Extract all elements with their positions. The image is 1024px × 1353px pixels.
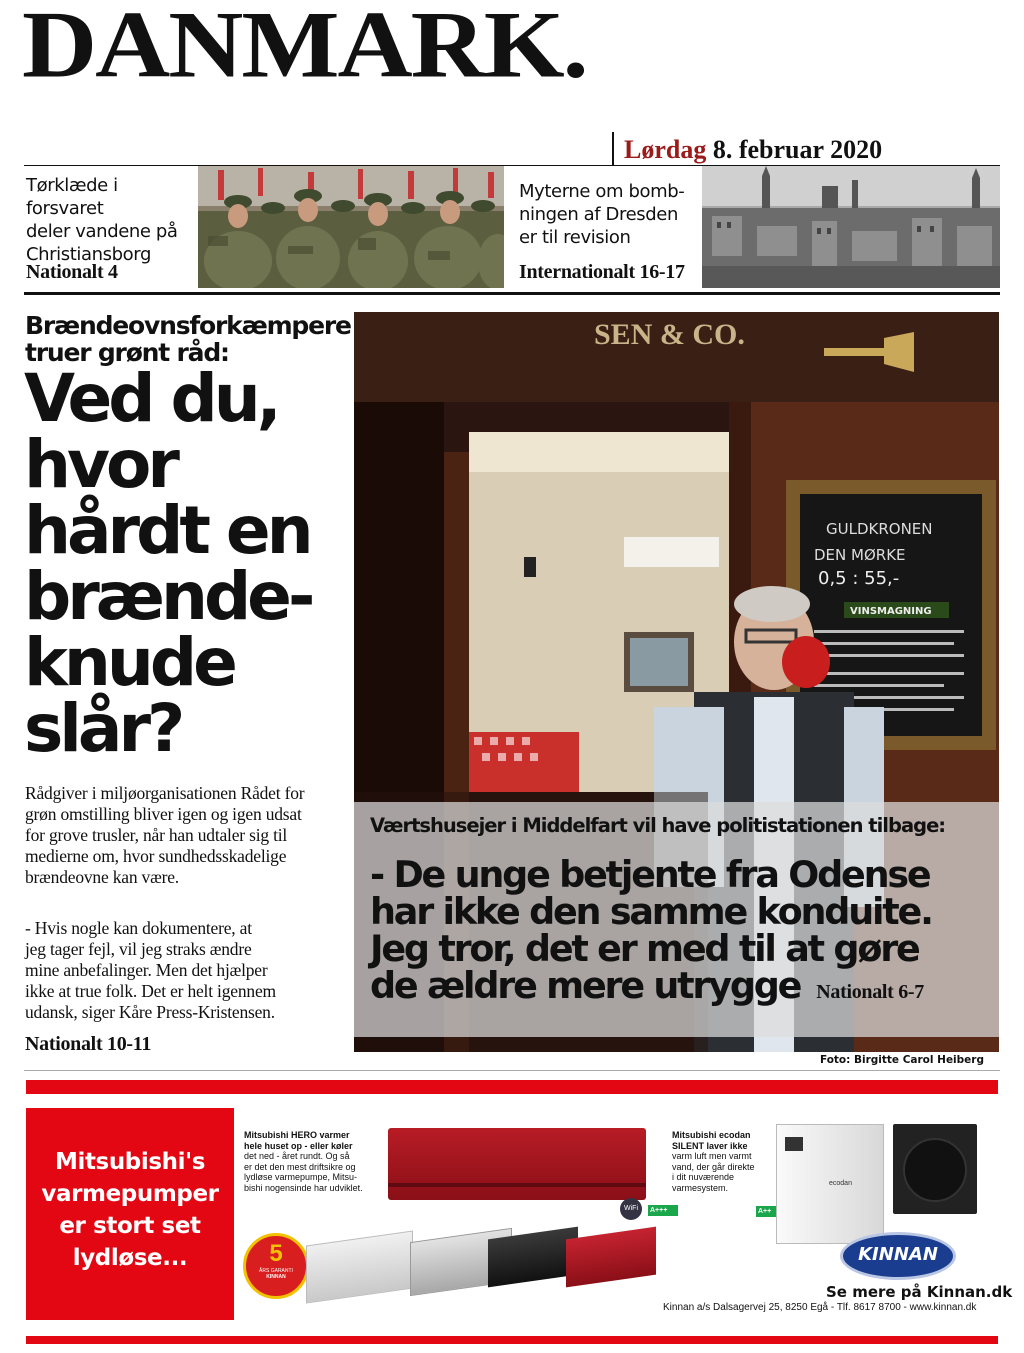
fan-icon (903, 1138, 967, 1202)
ad-tagline-line: er stort set (59, 1213, 201, 1239)
wall-sign-text: SEN & CO. (594, 318, 745, 351)
teaser-dresden-ref[interactable]: Internationalt 16-17 (519, 261, 685, 283)
ad-hero-line: hele huset op - eller køler (244, 1140, 353, 1151)
body-line: for grove trusler, når han udtaler sig til (25, 825, 288, 845)
wifi-icon: WiFi (620, 1198, 642, 1220)
warranty-badge (243, 1233, 309, 1299)
energy-label-hero: A+++ (648, 1205, 678, 1216)
ad-separator (24, 1070, 1000, 1071)
quote-line: har ikke den samme konduite. (370, 890, 932, 933)
main-body-intro (25, 783, 345, 888)
ecodan-indoor-unit (776, 1124, 884, 1244)
photo-story-quote[interactable] (370, 853, 970, 1011)
warranty-text: ÅRS GARANTI (259, 1268, 293, 1274)
body-line: - Hvis nogle kan dokumentere, at (25, 918, 252, 938)
body-line: medierne om, hvor sundhedsskadelige (25, 846, 287, 866)
main-kicker-line: Brændeovnsforkæmpere (25, 311, 351, 340)
body-line: mine anbefalinger. Men det hjælper (25, 960, 268, 980)
headline-line: hårdt en (24, 492, 310, 569)
ad-ecodan-line: vand, der går direkte (672, 1161, 755, 1172)
issue-weekday: Lørdag (624, 135, 707, 164)
hero-red-unit (388, 1128, 646, 1200)
teaser-forsvaret-line: Tørklæde i forsvaret (26, 175, 118, 219)
warranty-years: 5 (269, 1240, 283, 1267)
ad-hero-line: Mitsubishi HERO varmer (244, 1130, 350, 1140)
ad-hero-line: bishi nogensinde har udviklet. (244, 1182, 363, 1193)
board-sub: VINSMAGNING (850, 606, 932, 617)
teaser-dresden[interactable] (519, 180, 699, 249)
ad-ecodan-line: Mitsubishi ecodan (672, 1130, 751, 1140)
headline-line: knude (24, 624, 234, 701)
ad-tagline-line: Mitsubishi's (54, 1149, 206, 1175)
ad-hero-line: lydløse varmepumpe, Mitsu- (244, 1172, 358, 1182)
ad-url[interactable]: Se mere på Kinnan.dk (826, 1283, 1013, 1301)
teaser-forsvaret[interactable] (26, 174, 196, 266)
ad-tagline (26, 1146, 234, 1274)
ad-ecodan-text (672, 1130, 772, 1193)
teaser-forsvaret-line: Christiansborg (26, 244, 151, 265)
ad-tagline-line: lydløse... (72, 1245, 188, 1271)
teaser-dresden-line: ningen af Dresden (519, 204, 678, 225)
ad-ecodan-line: SILENT laver ikke (672, 1140, 748, 1151)
headline-line: brænde- (24, 558, 312, 635)
main-body-quote (25, 918, 345, 1023)
kinnan-logo[interactable]: KINNAN (840, 1232, 956, 1280)
photo-credit: Foto: Birgitte Carol Heiberg (819, 1054, 984, 1066)
photo-story-kicker: Værtshusejer i Middelfart vil have politistationen tilbage: (370, 814, 946, 837)
ad-ecodan-line: varm luft men varmt (672, 1151, 752, 1161)
board-title: GULDKRONEN (826, 520, 933, 538)
issue-date (612, 132, 882, 166)
main-kicker (25, 311, 351, 367)
body-line: Rådgiver i miljøorganisationen Rådet for (25, 783, 305, 803)
teaser-dresden-line: er til revision (519, 227, 631, 248)
ad-address: Kinnan a/s Dalsagervej 25, 8250 Egå - Tlf. 8617 8700 - www.kinnan.dk (663, 1302, 977, 1313)
body-line: ikke at true folk. Det er helt igennem (25, 981, 276, 1001)
masthead-title: DANMARK. (22, 0, 587, 98)
warranty-brand: KINNAN (266, 1274, 286, 1280)
issue-date-text: 8. februar 2020 (712, 135, 883, 164)
headline-line: hvor (24, 426, 176, 503)
dresden-ruins-photo (702, 166, 1000, 288)
board-price: 0,5 : 55,- (818, 568, 900, 589)
teaser-dresden-line: Myterne om bomb- (519, 181, 685, 202)
quote-line (370, 964, 970, 1011)
energy-label-ecodan: A++ (756, 1206, 784, 1217)
quote-last-line: de ældre mere utrygge (370, 964, 801, 1007)
quote-line: - De unge betjente fra Odense (370, 853, 930, 896)
ad-hero-text (244, 1130, 394, 1193)
main-story-ref[interactable]: Nationalt 10-11 (25, 1033, 152, 1055)
body-line: brændeovne kan være. (25, 867, 179, 887)
ad-hero-line: er det den mest driftsikre og (244, 1161, 356, 1172)
unit-red (566, 1227, 656, 1288)
teaser-forsvaret-line: deler vandene på (26, 221, 178, 242)
body-line: grøn omstilling bliver igen og igen udsat (25, 804, 302, 824)
quote-line: Jeg tror, det er med til at gøre (370, 927, 919, 970)
body-line: udansk, siger Kåre Press-Kristensen. (25, 1002, 275, 1022)
headline-line: Ved du, (24, 360, 278, 437)
main-kicker-line: truer grønt råd: (25, 338, 229, 367)
ecodan-outdoor-unit (893, 1124, 977, 1214)
ad-tagline-line: varmepumper (41, 1181, 219, 1207)
ecodan-brand: ecodan (829, 1180, 852, 1187)
headline-line: slår? (24, 690, 182, 767)
photo-story-ref[interactable]: Nationalt 6-7 (816, 981, 924, 1003)
unit-white (306, 1230, 413, 1303)
ad-ecodan-line: varmesystem. (672, 1182, 729, 1193)
body-line: jeg tager fejl, vil jeg straks ændre (25, 939, 252, 959)
main-headline[interactable] (24, 360, 344, 767)
soldiers-photo (198, 166, 504, 288)
hero-red-unit-vent (388, 1183, 646, 1187)
teaser-rule (24, 292, 1000, 295)
teaser-forsvaret-ref[interactable]: Nationalt 4 (26, 261, 118, 283)
ad-hero-line: det ned - året rundt. Og så (244, 1151, 350, 1161)
board-line: DEN MØRKE (814, 546, 906, 564)
ad-ecodan-line: i dit nuværende (672, 1172, 735, 1182)
ecodan-display (785, 1137, 803, 1151)
ad-bottom-bar (26, 1336, 998, 1344)
ad-top-bar (26, 1080, 998, 1094)
